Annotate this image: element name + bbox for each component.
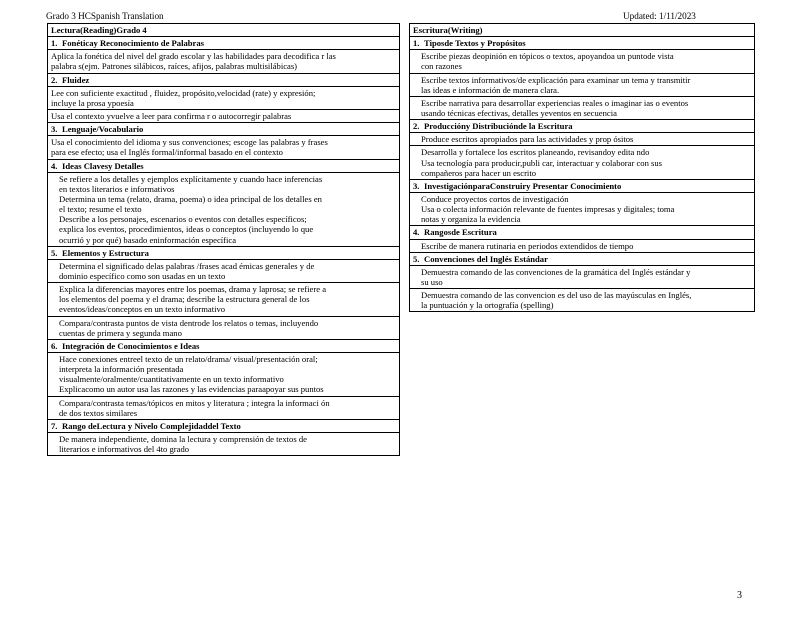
section-heading-text: Tiposde Textos y Propósitos (424, 38, 526, 49)
standard-line: Usa tecnología para producir,publi car, interactuar y colaborar con sus (421, 157, 663, 168)
writing-standard-item (410, 289, 755, 312)
standard-line: el texto; resume el texto (59, 204, 142, 215)
standard-line: Desarrolla y fortalece los escritos planeando, revisandoy edita ndo (421, 147, 650, 158)
standard-line: Hace conexiones entreel texto de un relato/drama/ visual/presentación oral; (59, 353, 318, 364)
section-number: 1. (413, 38, 420, 49)
page-number: 3 (737, 590, 742, 601)
standard-line: incluye la prosa ypoesía (51, 97, 134, 108)
standard-line: Escribe de manera rutinaria en periodos extendidos de tiempo (421, 240, 634, 251)
section-heading-text: Lenguaje/Vocabulario (62, 124, 144, 135)
writing-standard-item (410, 50, 755, 73)
standard-line: Determina el significado delas palabras /frases acad émicas generales y de (59, 260, 315, 271)
reading-standard-item (48, 352, 400, 396)
reading-standard-item (48, 432, 400, 455)
reading-standard-item (48, 109, 400, 122)
writing-standard-item (410, 73, 755, 96)
writing-standard-item (410, 146, 755, 179)
section-number: 4. (51, 160, 58, 171)
reading-table-title: Lectura(Reading)Grado 4 (48, 24, 400, 37)
standard-line: Compara/contrasta temas/tópicos en mitos y literatura ; integra la informaci ón (59, 397, 330, 408)
standard-line: los elementos del poema y el drama; describe la estructura general de los (59, 294, 310, 305)
standard-line: Escribe textos informativos/de explicación para examinar un tema y transmitir (421, 74, 691, 85)
standard-line: ocurrió y por qué) basado eninformación específica (59, 234, 237, 245)
section-heading-text: Rango deLectura y Nivelo Complejidaddel Texto (62, 420, 241, 431)
writing-section-heading (410, 120, 755, 133)
standard-line: Conduce proyectos cortos de investigación (421, 193, 569, 204)
standard-line: Usa o colecta información relevante de fuentes impresas y digitales; toma (421, 204, 675, 215)
writing-standard-item (410, 239, 755, 252)
standard-line: Escribe narrativa para desarrollar experiencias reales o imaginar ias o eventos (421, 97, 689, 108)
standard-line: Usa el conocimiento del idioma y sus convenciones; escoge las palabras y frases (51, 137, 328, 148)
section-heading-text: Convenciones del Inglés Estándar (424, 253, 548, 264)
section-heading-text: Fluidez (62, 74, 90, 85)
reading-standard-item (48, 136, 400, 159)
writing-section-heading (410, 37, 755, 50)
writing-section-heading (410, 179, 755, 192)
reading-section-heading (48, 419, 400, 432)
section-heading-text: Ideas Clavesy Detalles (62, 160, 144, 171)
section-heading-text: InvestigaciónparaConstruiry Presentar Conocimiento (424, 180, 622, 191)
reading-standard-item (48, 396, 400, 419)
standard-line: notas y organiza la evidencia (421, 214, 521, 225)
section-number: 2. (413, 121, 420, 132)
section-number: 4. (413, 227, 420, 238)
reading-section-heading (48, 246, 400, 259)
reading-standard-item (48, 172, 400, 246)
standard-line: Demuestra comando de las convenciones de la gramática del Inglés estándar y (421, 266, 691, 277)
writing-section-heading (410, 252, 755, 265)
standard-line: Compara/contrasta puntos de vista dentrode los relatos o temas, incluyendo (59, 317, 319, 328)
standard-line: literarios e informativos del 4to grado (59, 444, 190, 455)
standard-line: Escribe piezas deopinión en tópicos o textos, apoyandoa un puntode vista (421, 51, 674, 62)
writing-standard-item (410, 265, 755, 288)
standard-line: las ideas e información de manera clara. (421, 84, 560, 95)
writing-standard-item (410, 133, 755, 146)
section-heading-text: Integración de Conocimientos e Ideas (62, 340, 200, 351)
standard-line: Explica la diferencias mayores entre los poemas, drama y laprosa; se refiere a (59, 284, 327, 295)
standard-line: dominio específico como son usadas en un texto (59, 270, 226, 281)
section-number: 3. (413, 180, 420, 191)
standard-line: Explicacomo un autor usa las razones y las evidencias paraapoyar sus puntos (59, 384, 324, 395)
section-number: 5. (413, 253, 420, 264)
standard-line: con razones (421, 61, 462, 72)
writing-table-title: Escritura(Writing) (410, 24, 755, 37)
reading-section-heading (48, 123, 400, 136)
standard-line: Determina un tema (relato, drama, poema) o idea principal de los detalles en (59, 193, 322, 204)
standard-line: de dos textos similares (59, 407, 138, 418)
reading-standard-item (48, 283, 400, 316)
standard-line: Demuestra comando de las convencion es del uso de las mayúsculas en Inglés, (421, 290, 692, 301)
section-number: 3. (51, 124, 58, 135)
section-heading-text: Fonéticay Reconocimiento de Palabras (62, 38, 205, 49)
reading-standard-item (48, 259, 400, 282)
standard-line: en textos literarios e informativos (59, 183, 175, 194)
standard-line: Se refiere a los detalles y ejemplos explícitamente y cuando hace inferencias (59, 173, 323, 184)
standard-line: Produce escritos apropiados para las actividades y prop ósitos (421, 134, 634, 145)
document-header-updated: Updated: 1/11/2023 (623, 11, 696, 21)
section-heading-text: Elementos y Estructura (62, 247, 149, 258)
standard-line: cuentas de primera y segunda mano (59, 327, 182, 338)
standard-line: Aplica la fonética del nivel del grado escolar y las habilidades para decodifica r las (51, 51, 336, 62)
standard-line: palabra s(ejm. Patrones silábicos, raíces, afijos, palabras multisilábicas) (51, 61, 298, 72)
standard-line: Lee con suficiente exactitud , fluidez, propósito,velocidad (rate) y expresión; (51, 87, 316, 98)
section-heading-text: Produccióny Distribuciónde la Escritura (424, 121, 573, 132)
standard-line: explica los eventos, procedimientos, ideas o conceptos (incluyendo lo que (59, 224, 314, 235)
section-heading-text: Rangosde Escritura (424, 227, 497, 238)
standard-line: su uso (421, 276, 443, 287)
section-number: 5. (51, 247, 58, 258)
document-header-left: Grado 3 HCSpanish Translation (46, 11, 164, 21)
section-number: 1. (51, 38, 58, 49)
standard-line: eventos/ideas/conceptos en un texto informativo (59, 304, 226, 315)
standard-line: usando técnicas efectivas, detalles yeventos en secuencia (421, 107, 617, 118)
section-number: 2. (51, 74, 58, 85)
writing-standards-table (409, 23, 755, 312)
writing-standard-item (410, 96, 755, 119)
section-number: 7. (51, 420, 58, 431)
reading-standards-table (47, 23, 400, 456)
reading-standard-item (48, 316, 400, 339)
reading-section-heading (48, 159, 400, 172)
writing-standard-item (410, 192, 755, 225)
standard-line: interpreta la información presentada (59, 364, 184, 375)
reading-section-heading (48, 339, 400, 352)
standard-line: Describe a los personajes, escenarios o eventos con detalles específicos; (59, 214, 307, 225)
writing-section-heading (410, 226, 755, 239)
reading-section-heading (48, 37, 400, 50)
reading-standard-item (48, 50, 400, 73)
standard-line: para ese efecto; usa el Inglés formal/informal basado en el contexto (51, 147, 283, 158)
standard-line: Usa el contexto yvuelve a leer para confirma r o autocorregir palabras (51, 110, 292, 121)
reading-section-heading (48, 73, 400, 86)
standard-line: De manera independiente, domina la lectura y comprensión de textos de (59, 433, 307, 444)
standard-line: visualmente/oralmente/cuantitativamente en un texto informativo (59, 374, 284, 385)
standard-line: compañeros para hacer un escrito (421, 167, 537, 178)
standard-line: la puntuación y la ortografía (spelling) (421, 300, 554, 311)
reading-standard-item (48, 86, 400, 109)
section-number: 6. (51, 340, 58, 351)
